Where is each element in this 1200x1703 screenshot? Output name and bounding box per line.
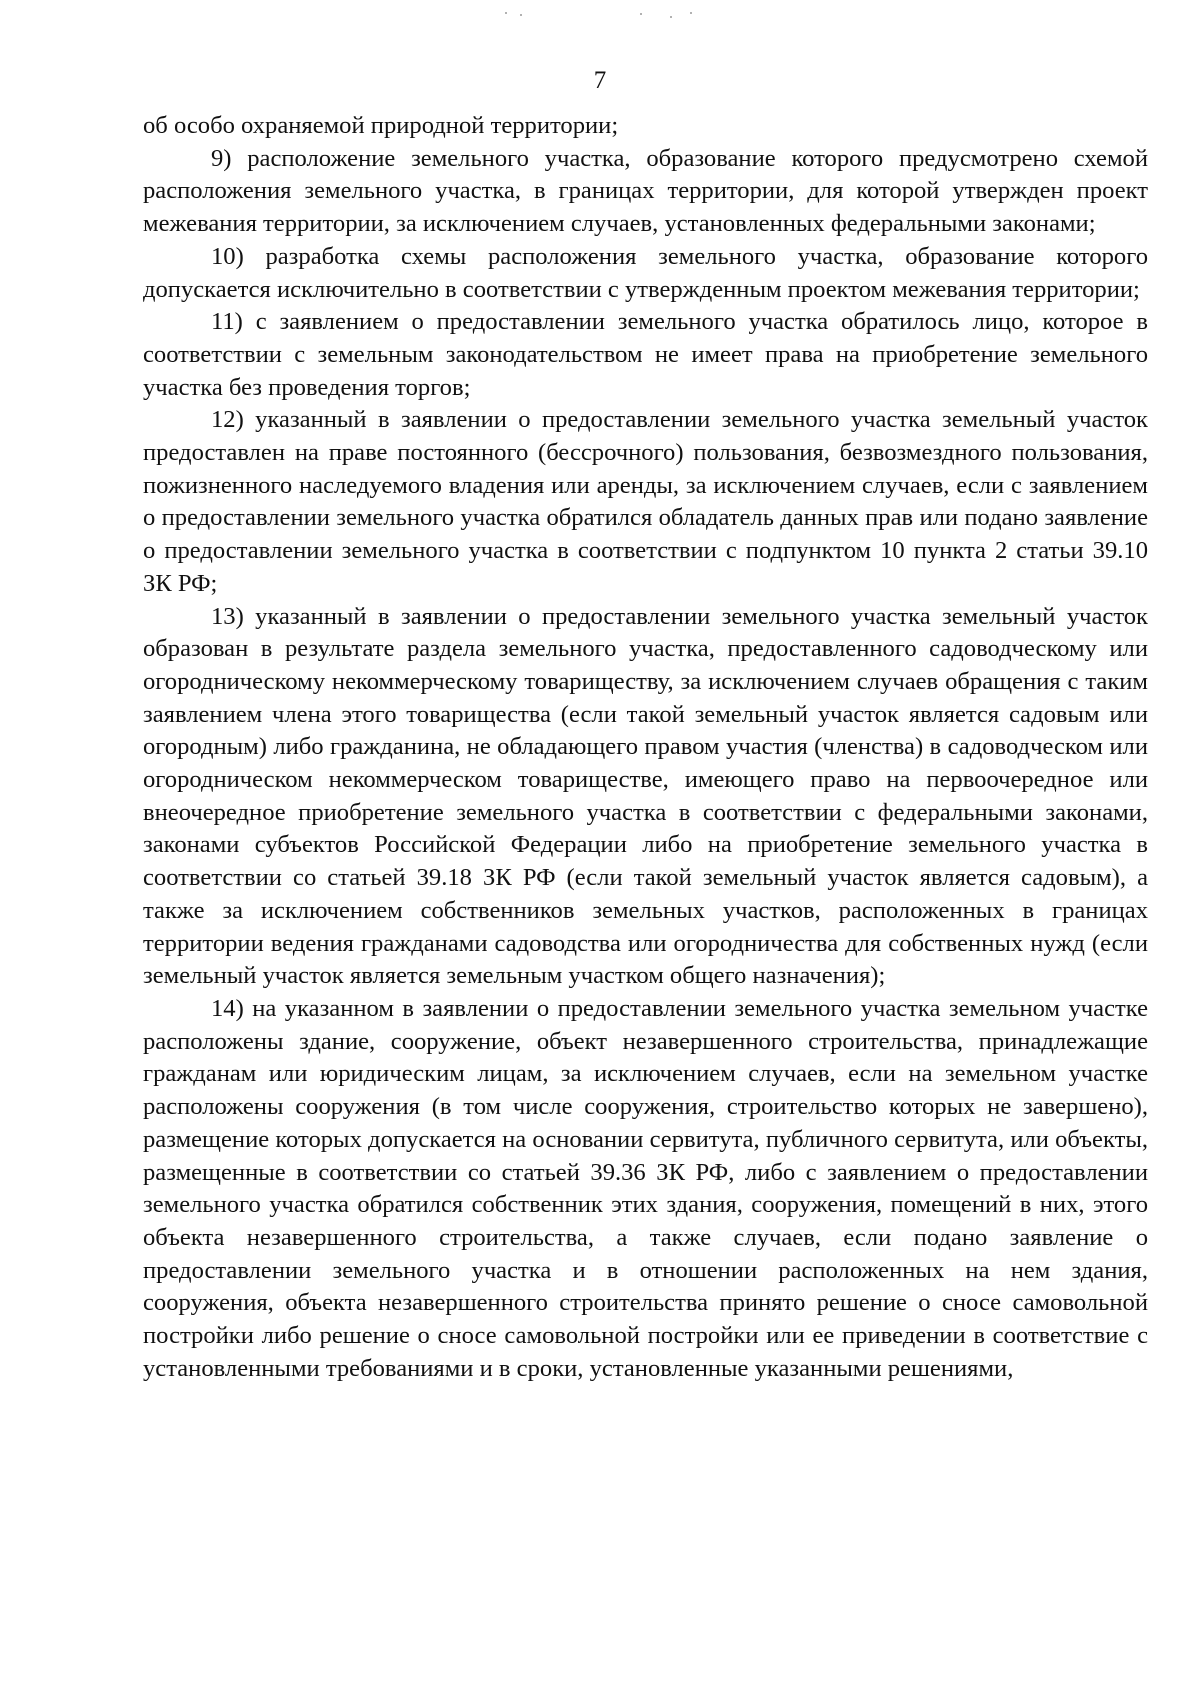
document-body xyxy=(143,110,1148,1385)
page-number: 7 xyxy=(593,67,607,94)
scan-speck xyxy=(520,14,522,16)
paragraph: 14) на указанном в заявлении о предоставлении земельного участка земельном участке расположены здание, сооружение, объект незавершенного строительства, принадлежащие гражданам или юридическим лицам, за исключением случаев, если на земельном участке расположены сооружения (в том числе сооружения, строительство которых не завершено), размещение которых допускается на основании сервитута, публичного сервитута, или объекты, размещенные в соответствии со статьей 39.36 ЗК РФ, либо с заявлением о предоставлении земельного участка обратился собственник этих здания, сооружения, помещений в них, этого объекта незавершенного строительства, а также случаев, если подано заявление о предоставлении земельного участка и в отношении расположенных на нем здания, сооружения, объекта незавершенного строительства принято решение о сносе самовольной постройки либо решение о сносе самовольной постройки или ее приведении в соответствие с установленными требованиями и в сроки, установленные указанными решениями, xyxy=(143,994,1148,1382)
paragraph: 12) указанный в заявлении о предоставлении земельного участка земельный участок предоставлен на праве постоянного (бессрочного) пользования, безвозмездного пользования, пожизненного наследуемого владения или аренды, за исключением случаев, если с заявлением о предоставлении земельного участка обратился обладатель данных прав или подано заявление о предоставлении земельного участка в соответствии с подпунктом 10 пункта 2 статьи 39.10 ЗК РФ; xyxy=(143,406,1148,597)
scan-speck xyxy=(690,12,692,14)
paragraph: 10) разработка схемы расположения земельного участка, образование которого допускается исключительно в соответствии с утвержденным проектом межевания территории; xyxy=(143,242,1148,303)
scan-speck xyxy=(505,12,507,14)
paragraph: 13) указанный в заявлении о предоставлении земельного участка земельный участок образован в результате раздела земельного участка, предоставленного садоводческому или огородническому некоммерческому товариществу, за исключением случаев обращения с таким заявлением члена этого товарищества (если такой земельный участок является садовым или огородным) либо гражданина, не обладающего правом участия (членства) в садоводческом или огородническом некоммерческом товариществе, имеющего право на первоочередное или внеочередное приобретение земельного участка в соответствии с федеральными законами, законами субъектов Российской Федерации либо на приобретение земельного участка в соответствии со статьей 39.18 ЗК РФ (если такой земельный участок является садовым), а также за исключением собственников земельных участков, расположенных в границах территории ведения гражданами садоводства или огородничества для собственных нужд (если земельный участок является земельным участком общего назначения); xyxy=(143,602,1148,990)
scan-speck xyxy=(670,16,672,18)
paragraph: 9) расположение земельного участка, образование которого предусмотрено схемой расположения земельного участка, в границах территории, для которой утвержден проект межевания территории, за исключением случаев, установленных федеральными законами; xyxy=(143,144,1148,238)
paragraph: об особо охраняемой природной территории; xyxy=(143,112,619,139)
paragraph: 11) с заявлением о предоставлении земельного участка обратилось лицо, которое в соответствии с земельным законодательством не имеет права на приобретение земельного участка без проведения торгов; xyxy=(143,308,1148,401)
scan-speck xyxy=(640,13,642,15)
